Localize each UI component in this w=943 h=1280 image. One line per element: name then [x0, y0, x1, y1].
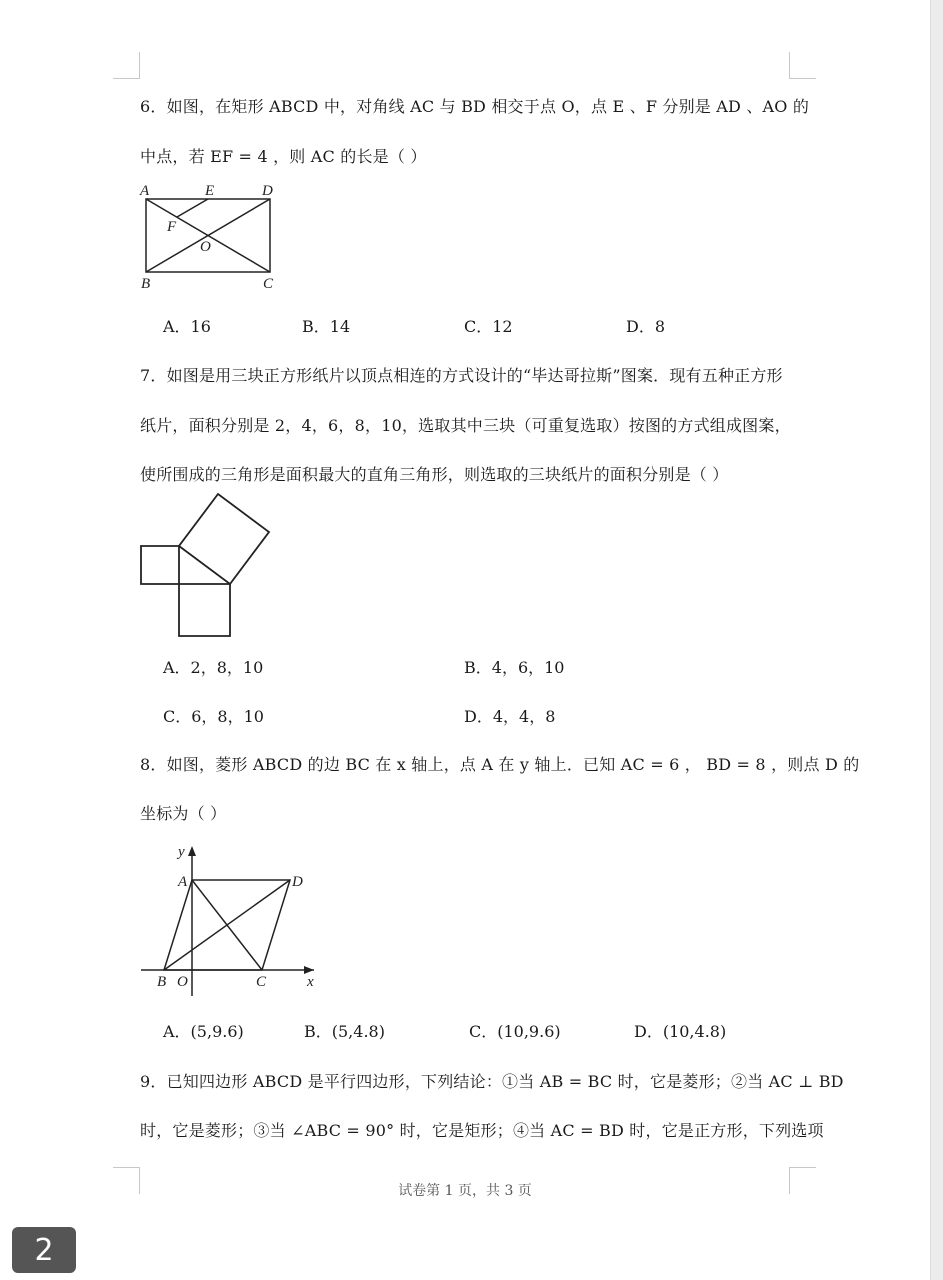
q8-option-b[interactable]: B．(5,4.8) — [304, 1022, 385, 1041]
crop-mark-top-left — [113, 52, 140, 79]
small-square — [141, 546, 179, 584]
page-footer: 试卷第 1 页，共 3 页 — [398, 1183, 532, 1199]
q6-label-d: D — [262, 183, 273, 199]
q7-option-b[interactable]: B．4，6，10 — [464, 658, 565, 677]
q6-label-f: F — [167, 219, 177, 235]
page-number-badge[interactable]: 2 — [12, 1227, 76, 1273]
q9-text-line1: 9．已知四边形 ABCD 是平行四边形，下列结论：①当 AB = BC 时，它是菱形；②当 AC ⊥ BD — [140, 1072, 844, 1091]
q6-rectangle-figure — [136, 180, 286, 292]
q6-text-line2: 中点，若 EF = 4 ，则 AC 的长是（ ） — [140, 147, 427, 166]
q8-label-c: C — [256, 974, 267, 990]
q8-text-line2: 坐标为（ ） — [140, 804, 227, 823]
q8-option-a[interactable]: A．(5,9.6) — [163, 1022, 244, 1041]
segment-ef — [177, 199, 208, 217]
q7-option-d[interactable]: D．4，4，8 — [464, 707, 556, 726]
crop-mark-top-right — [789, 52, 816, 79]
q7-option-a[interactable]: A．2，8，10 — [163, 658, 264, 677]
q8-rhombus-figure — [136, 840, 326, 1000]
y-axis-arrow — [188, 846, 196, 856]
scrollbar-track[interactable] — [930, 0, 943, 1280]
q7-option-c[interactable]: C．6，8，10 — [163, 707, 264, 726]
q8-label-d: D — [292, 874, 303, 890]
q6-label-a: A — [140, 183, 150, 199]
large-square — [179, 494, 269, 584]
q6-option-b[interactable]: B．14 — [302, 317, 351, 336]
q7-pythagoras-figure — [136, 490, 276, 642]
medium-square — [179, 584, 230, 636]
q6-label-c: C — [263, 276, 274, 292]
q8-option-d[interactable]: D．(10,4.8) — [634, 1022, 727, 1041]
q8-label-o: O — [177, 974, 188, 990]
q6-text-line1: 6．如图，在矩形 ABCD 中，对角线 AC 与 BD 相交于点 O，点 E 、F 分别是 AD 、AO 的 — [140, 97, 810, 116]
diagonal-bd — [164, 880, 290, 970]
q8-label-y: y — [178, 844, 185, 860]
q6-option-c[interactable]: C．12 — [464, 317, 513, 336]
q6-label-o: O — [200, 239, 211, 255]
q6-label-b: B — [141, 276, 151, 292]
q9-text-line2: 时，它是菱形；③当 ∠ABC = 90° 时，它是矩形；④当 AC = BD 时，它是正方形，下列选项 — [140, 1121, 824, 1140]
q6-option-a[interactable]: A．16 — [163, 317, 211, 336]
q6-option-d[interactable]: D．8 — [626, 317, 666, 336]
q8-label-x: x — [307, 974, 314, 990]
x-axis-arrow — [304, 966, 314, 974]
q8-text-line1: 8．如图，菱形 ABCD 的边 BC 在 x 轴上，点 A 在 y 轴上．已知 AC = 6 ， BD = 8 ，则点 D 的 — [140, 755, 860, 774]
q7-text-line3: 使所围成的三角形是面积最大的直角三角形，则选取的三块纸片的面积分别是（ ） — [140, 465, 729, 484]
q7-text-line2: 纸片，面积分别是 2，4，6，8，10，选取其中三块（可重复选取）按图的方式组成图案， — [140, 416, 791, 435]
q6-label-e: E — [205, 183, 215, 199]
q8-label-b: B — [157, 974, 167, 990]
q8-label-a: A — [178, 874, 188, 890]
q8-option-c[interactable]: C．(10,9.6) — [469, 1022, 561, 1041]
q7-text-line1: 7．如图是用三块正方形纸片以顶点相连的方式设计的“毕达哥拉斯”图案．现有五种正方形 — [140, 366, 783, 385]
